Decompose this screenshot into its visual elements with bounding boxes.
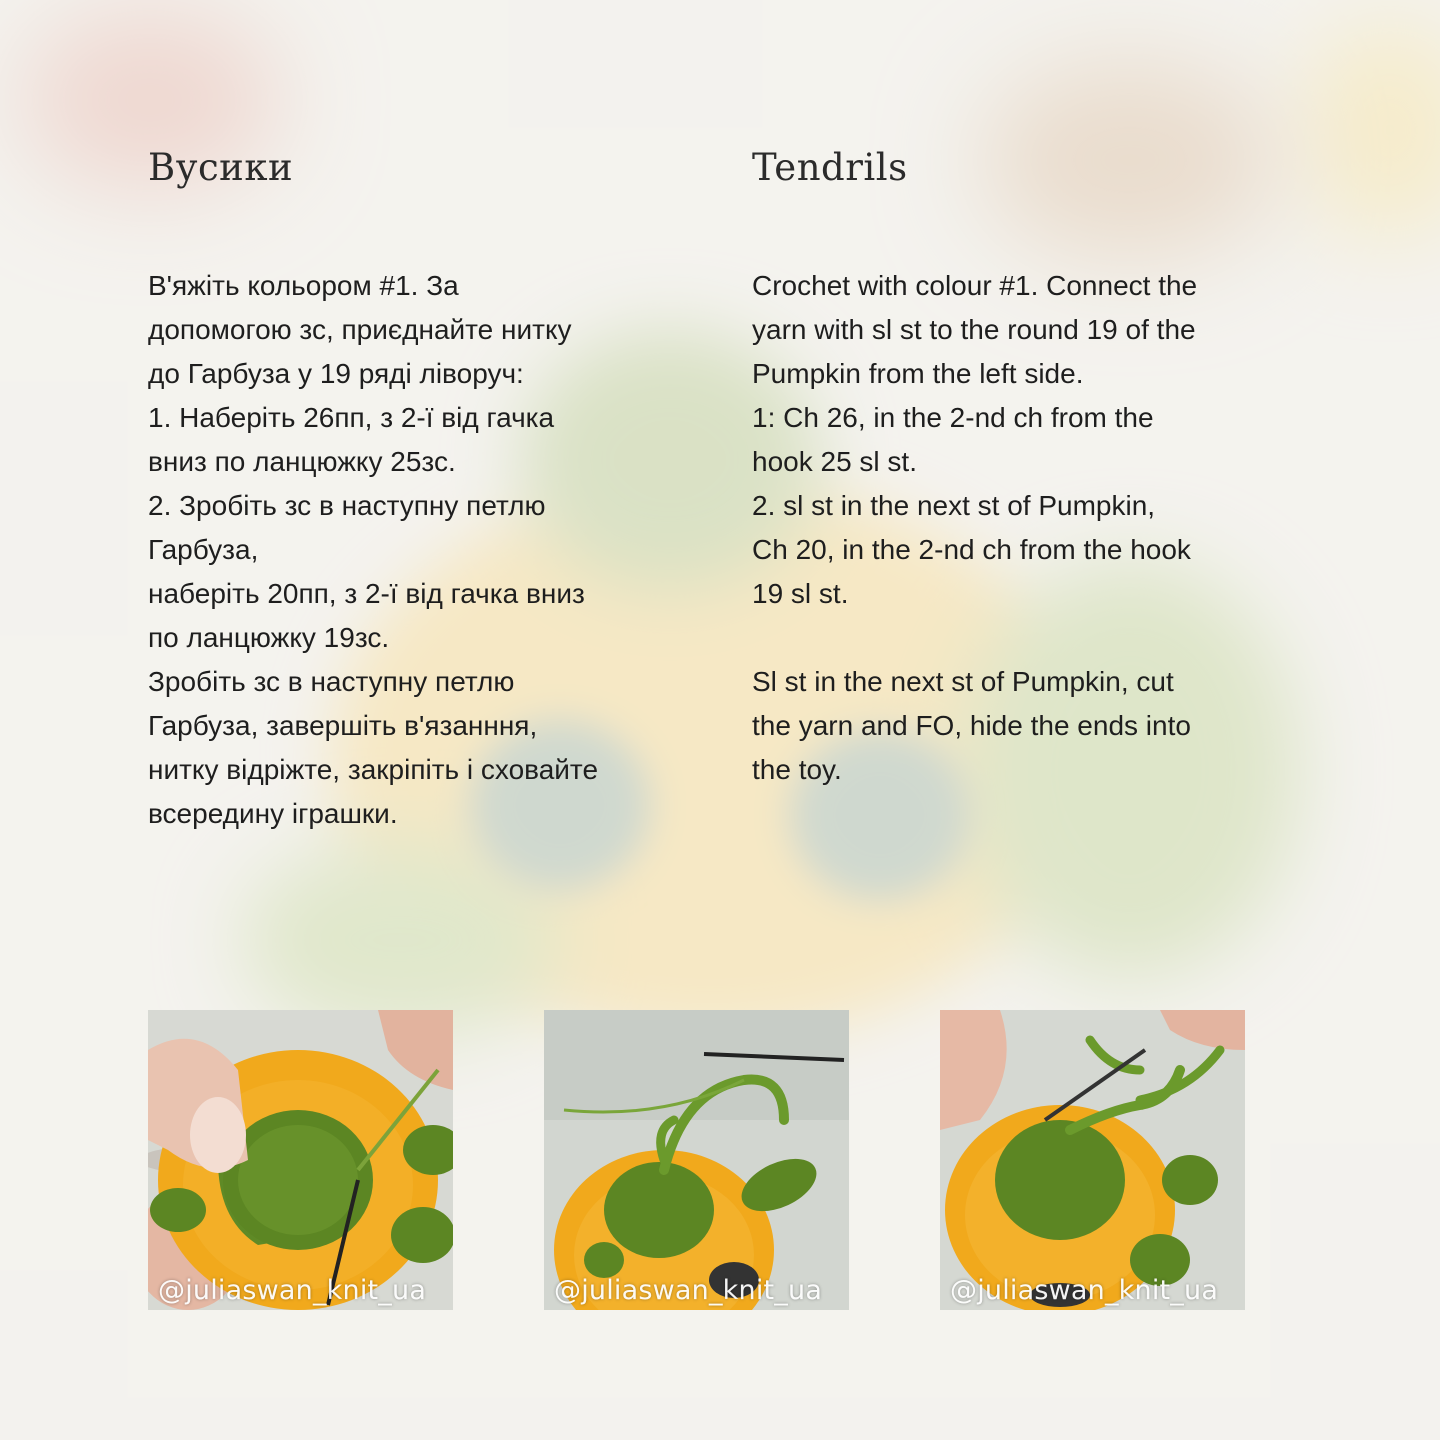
ukrainian-line: Зробіть зс в наступну петлю (148, 666, 515, 697)
ukrainian-line: по ланцюжку 19зс. (148, 622, 390, 653)
english-line: yarn with sl st to the round 19 of the (752, 314, 1196, 345)
english-line: Pumpkin from the left side. (752, 358, 1084, 389)
english-line: the toy. (752, 754, 842, 785)
ukrainian-line: до Гарбуза у 19 ряді ліворуч: (148, 358, 524, 389)
photo-illustration (544, 1010, 849, 1310)
english-line: the yarn and FO, hide the ends into (752, 710, 1191, 741)
ukrainian-line: Гарбуза, (148, 534, 259, 565)
english-instructions (752, 264, 1197, 792)
watermark: @juliaswan_knit_ua (950, 1275, 1219, 1306)
step-photo-3 (940, 1010, 1245, 1310)
ukrainian-line: В'яжіть кольором #1. За (148, 270, 459, 301)
watermark: @juliaswan_knit_ua (158, 1275, 427, 1306)
ukrainian-line: 1. Наберіть 26пп, з 2-ї від гачка (148, 402, 555, 433)
english-title: Tendrils (752, 146, 908, 189)
step-photo-2 (544, 1010, 849, 1310)
ukrainian-line: 2. Зробіть зс в наступну петлю (148, 490, 546, 521)
photo-illustration (148, 1010, 453, 1310)
ukrainian-instructions (148, 264, 598, 836)
ukrainian-line: наберіть 20пп, з 2-ї від гачка вниз (148, 578, 585, 609)
watermark: @juliaswan_knit_ua (554, 1275, 823, 1306)
photo-illustration (940, 1010, 1245, 1310)
english-line: 19 sl st. (752, 578, 849, 609)
english-line: hook 25 sl st. (752, 446, 917, 477)
paragraph-gap (752, 616, 1197, 660)
ukrainian-line: всередину іграшки. (148, 798, 398, 829)
ukrainian-title: Вусики (148, 146, 294, 189)
english-line: Crochet with colour #1. Connect the (752, 270, 1198, 301)
ukrainian-line: Гарбуза, завершіть в'язанння, (148, 710, 538, 741)
step-photo-1 (148, 1010, 453, 1310)
ukrainian-line: нитку відріжте, закріпіть і сховайте (148, 754, 599, 785)
english-line: Ch 20, in the 2-nd ch from the hook (752, 534, 1191, 565)
ukrainian-line: вниз по ланцюжку 25зс. (148, 446, 456, 477)
ukrainian-line: допомогою зс, приєднайте нитку (148, 314, 572, 345)
english-line: Sl st in the next st of Pumpkin, cut (752, 666, 1174, 697)
english-line: 1: Ch 26, in the 2-nd ch from the (752, 402, 1154, 433)
english-line: 2. sl st in the next st of Pumpkin, (752, 490, 1156, 521)
